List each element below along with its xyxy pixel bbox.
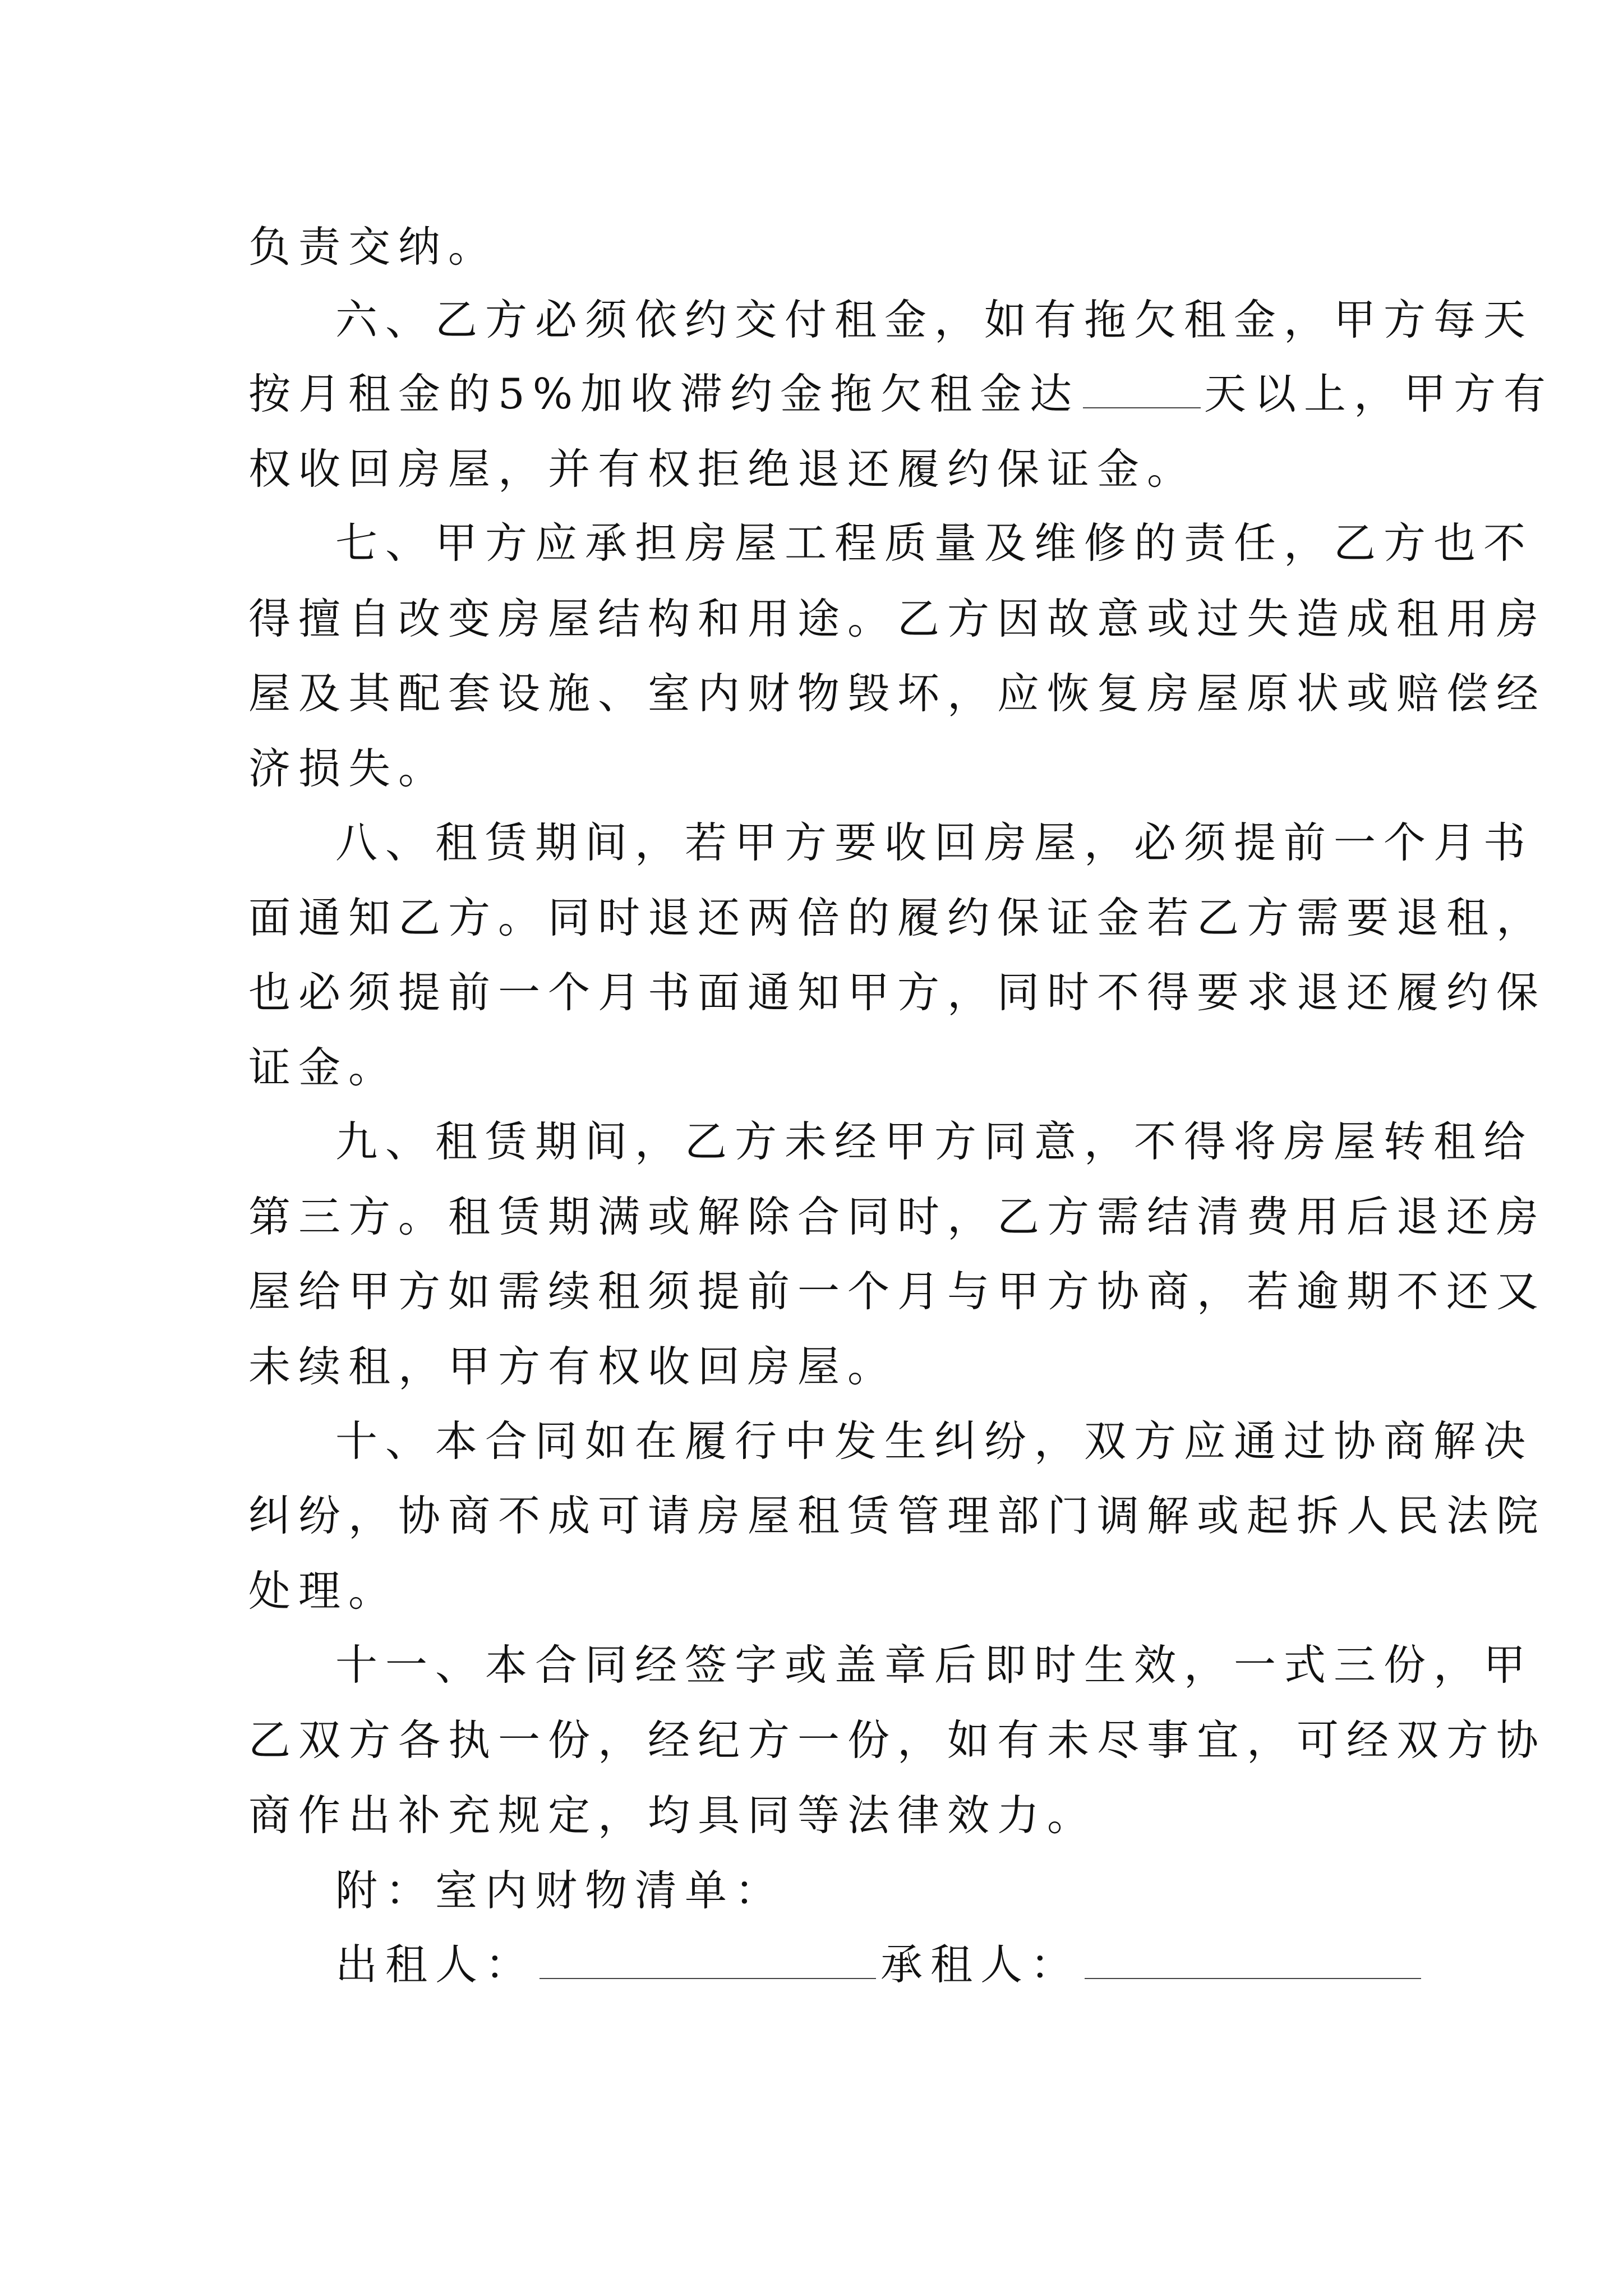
clause-10-line-3: 处理。 <box>248 1566 399 1616</box>
clause-7-line-2: 得擅自改变房屋结构和用途。乙方因故意或过失造成租用房 <box>248 594 1547 643</box>
lessee-label: 承租人： <box>880 1940 1081 1989</box>
clause-10-line-2: 纠纷，协商不成可请房屋租赁管理部门调解或起拆人民法院 <box>248 1491 1547 1540</box>
text-line: 负责交纳。 <box>248 222 499 272</box>
clause-11-line-2: 乙双方各执一份，经纪方一份，如有未尽事宜，可经双方协 <box>248 1715 1547 1765</box>
lessor-signature-blank <box>540 1939 876 1979</box>
signature-line <box>335 1936 1426 1993</box>
clause-6-line-1: 六、乙方必须依约交付租金，如有拖欠租金，甲方每天 <box>335 295 1534 344</box>
clause-6-line-3: 权收回房屋，并有权拒绝退还履约保证金。 <box>248 444 1197 494</box>
clause-9-line-4: 未续租，甲方有权收回房屋。 <box>248 1342 898 1391</box>
clause-6-text-b: 天以上，甲方有 <box>1204 369 1553 418</box>
attachment-line: 附：室内财物清单： <box>335 1866 785 1915</box>
clause-10-line-1: 十、本合同如在履行中发生纠纷，双方应通过协商解决 <box>335 1416 1534 1466</box>
clause-7-line-3: 屋及其配套设施、室内财物毁坏，应恢复房屋原状或赔偿经 <box>248 669 1547 718</box>
days-overdue-blank <box>1083 368 1201 408</box>
clause-9-line-1: 九、租赁期间，乙方未经甲方同意，不得将房屋转租给 <box>335 1117 1534 1166</box>
clause-8-line-1: 八、租赁期间，若甲方要收回房屋，必须提前一个月书 <box>335 818 1534 867</box>
clause-6-text-a: 按月租金的5%加收滞约金拖欠租金达 <box>248 369 1080 418</box>
clause-8-line-2: 面通知乙方。同时退还两倍的履约保证金若乙方需要退租， <box>248 893 1547 942</box>
clause-8-line-3: 也必须提前一个月书面通知甲方，同时不得要求退还履约保 <box>248 968 1547 1017</box>
clause-7-line-1: 七、甲方应承担房屋工程质量及维修的责任，乙方也不 <box>335 518 1534 568</box>
clause-11-line-3: 商作出补充规定，均具同等法律效力。 <box>248 1791 1098 1840</box>
clause-7-line-4: 济损失。 <box>248 744 449 793</box>
lessee-signature-blank <box>1085 1939 1421 1979</box>
clause-9-line-3: 屋给甲方如需续租须提前一个月与甲方协商，若逾期不还又 <box>248 1267 1547 1316</box>
clause-8-line-4: 证金。 <box>248 1043 399 1092</box>
clause-6-line-2 <box>248 366 1553 422</box>
clause-9-line-2: 第三方。租赁期满或解除合同时，乙方需结清费用后退还房 <box>248 1192 1547 1241</box>
lessor-label: 出租人： <box>335 1940 536 1989</box>
clause-11-line-1: 十一、本合同经签字或盖章后即时生效，一式三份，甲 <box>335 1640 1534 1690</box>
